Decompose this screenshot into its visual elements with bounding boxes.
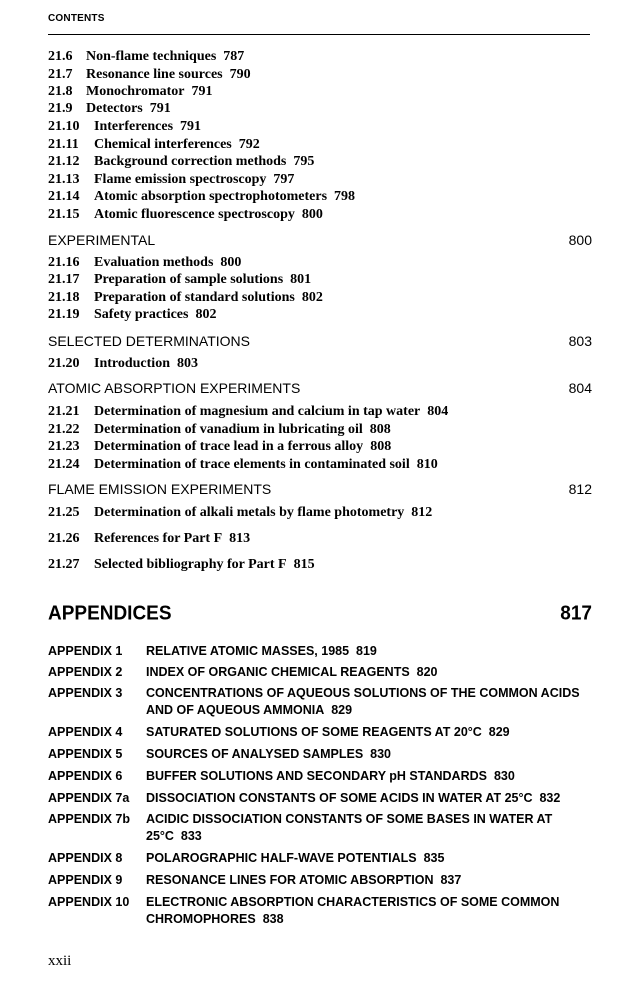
page-number: xxii bbox=[48, 953, 72, 969]
header-rule bbox=[48, 34, 590, 35]
contents-page: CONTENTS 21.6 Non-flame techniques 787 21.7 Resonance line sources 790 21.8 Monochromator 791 21.9 Detectors 791 21.10 Interferences 791 21.11 Chemical interferences 792 21.12 Background correction methods 795 21.13 Flame emission spectroscopy 797 21.14 Atomic absorption spectrophotometers 798 21.15 Atomic fluorescence spectroscopy 800 EXPERIMENTAL 800 21.16 Evaluation methods 800 21.17 Preparation of sample solutions 801 21.18 Preparation of standard solutions 802 21.19 Safety practices 802 SELECTED DETERMINATIONS 803 21.20 Introduction 803 ATOMIC ABSORPTION EXPERIMENTS 804 21.21 Determination of magnesium and calcium in tap water 804 21.22 Determination of vanadium in lubricating oil 808 21.23 Determination of trace lead in a ferrous alloy 808 21.24 Determination of trace elements in contaminated soil 810 FLAME EMISSION EXPERIMENTS 812 21.25 Determination of alkali metals by flame photometry 812 21.26 References for Part F 813 21.27 Selected bibliography for Part F 815 APPENDICES 817 APPENDIX 1 RELATIVE ATOMIC MASSES, 1985 819 APPENDIX 2 INDEX OF ORGANIC CHEMICAL REAGENTS 820 APPENDIX 3 CONCENTRATIONS OF AQUEOUS SOLUTIONS OF THE COMMON ACIDS AND OF AQUEOUS AMMONIA 829 APPENDIX 4 SATURATED SOLUTIONS OF SOME REAGENTS AT 20°C 829 APPENDIX 5 SOURCES OF ANALYSED SAMPLES 830 APPENDIX 6 BUFFER SOLUTIONS AND SECONDARY pH STANDARDS 830 APPENDIX 7a DISSOCIATION CONSTANTS OF SOME ACIDS IN WATER AT 25°C 832 APPENDIX 7b ACIDIC DISSOCIATION CONSTANTS OF SOME BASES IN WATER AT 25°C 833 APPENDIX 8 POLAROGRAPHIC HALF-WAVE POTENTIALS 835 APPENDIX 9 RESONANCE LINES FOR ATOMIC ABSORPTION 837 APPENDIX 10 ELECTRONIC ABSORPTION CHARACTERISTICS OF SOME COMMON CHROMOPHORES 838 xxii bbox=[48, 13, 592, 969]
toc-entry: 21.20 Introduction 803 bbox=[48, 356, 198, 371]
toc-entry: 21.11 Chemical interferences 792 bbox=[48, 137, 260, 152]
toc-entry: 21.13 Flame emission spectroscopy 797 bbox=[48, 172, 295, 187]
toc-entry: 21.16 Evaluation methods 800 bbox=[48, 255, 242, 270]
running-head: CONTENTS bbox=[48, 13, 105, 24]
toc-entry: 21.19 Safety practices 802 bbox=[48, 307, 217, 322]
toc-entry: 21.17 Preparation of sample solutions 801 bbox=[48, 272, 312, 287]
appendices-heading: APPENDICES 817 bbox=[48, 602, 592, 625]
toc-entry: 21.22 Determination of vanadium in lubricating oil 808 bbox=[48, 422, 391, 437]
toc-entry: 21.12 Background correction methods 795 bbox=[48, 154, 315, 169]
toc-entry: 21.26 References for Part F 813 bbox=[48, 531, 251, 546]
toc-entry: 21.15 Atomic fluorescence spectroscopy 800 bbox=[48, 207, 323, 222]
toc-entry: 21.21 Determination of magnesium and calcium in tap water 804 bbox=[48, 404, 449, 419]
toc-entry: 21.6 Non-flame techniques 787 bbox=[48, 49, 245, 64]
toc-entry: 21.10 Interferences 791 bbox=[48, 119, 202, 134]
toc-entry: 21.9 Detectors 791 bbox=[48, 101, 171, 116]
toc-entry: 21.18 Preparation of standard solutions 802 bbox=[48, 290, 323, 305]
toc-entry: 21.24 Determination of trace elements in contaminated soil 810 bbox=[48, 457, 438, 472]
toc-entry: 21.27 Selected bibliography for Part F 815 bbox=[48, 557, 315, 572]
section-heading-experimental: EXPERIMENTAL 800 bbox=[48, 232, 592, 248]
section-heading-selected-determinations: SELECTED DETERMINATIONS 803 bbox=[48, 333, 592, 349]
toc-entry: 21.25 Determination of alkali metals by flame photometry 812 bbox=[48, 505, 433, 520]
toc-entry: 21.8 Monochromator 791 bbox=[48, 84, 213, 99]
toc-entry: 21.23 Determination of trace lead in a ferrous alloy 808 bbox=[48, 439, 392, 454]
toc-entry: 21.7 Resonance line sources 790 bbox=[48, 67, 251, 82]
section-heading-flame-emission: FLAME EMISSION EXPERIMENTS 812 bbox=[48, 481, 592, 497]
section-heading-atomic-absorption: ATOMIC ABSORPTION EXPERIMENTS 804 bbox=[48, 380, 592, 396]
toc-entry: 21.14 Atomic absorption spectrophotometers 798 bbox=[48, 189, 356, 204]
